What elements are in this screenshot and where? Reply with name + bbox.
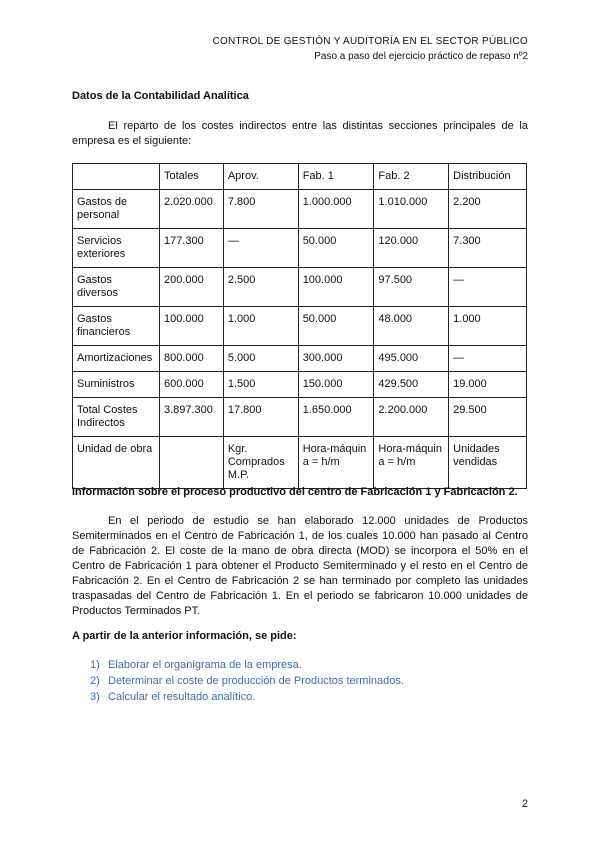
table-header-cell: Totales xyxy=(159,164,223,190)
table-cell: 150.000 xyxy=(298,372,374,398)
table-cell: 7.800 xyxy=(223,190,298,229)
table-cell: 1.000 xyxy=(449,307,527,346)
process-paragraph: En el periodo de estudio se han elaborado 12.000 unidades de Productos Semiterminados en el Centro de Fabricación 1, de los cuales 10.000 han pasado al Centro de Fabricación 2. El coste de la mano de obra directa (MOD) se incorpora el 50% en el Centro de Fabricación 1 para obtener el Producto Semiterminado y el resto en el Centro de Fabricación 2. En el Centro de Fabricación 2 se han terminado por completo las unidades traspasadas del Centro de Fabricación 1. En el periodo se fabricaron 10.000 unidades de Productos Terminados PT. xyxy=(72,515,528,617)
table-cell: 300.000 xyxy=(298,346,374,372)
table-row xyxy=(73,268,527,307)
table-cell: 1.500 xyxy=(223,372,298,398)
table-cell: Kgr. Comprados M.P. xyxy=(223,437,298,489)
table-cell xyxy=(159,437,223,489)
table-cell: 1.010.000 xyxy=(374,190,449,229)
table-cell: 7.300 xyxy=(449,229,527,268)
table-cell: Hora-máquin a = h/m xyxy=(298,437,374,489)
section-title-pide: A partir de la anterior información, se pide: xyxy=(72,630,297,642)
table-cell: 50.000 xyxy=(298,307,374,346)
row-label: Gastos financieros xyxy=(73,307,160,346)
table-cell: 429.500 xyxy=(374,372,449,398)
table-header-cell: Fab. 1 xyxy=(298,164,374,190)
table-cell: 495.000 xyxy=(374,346,449,372)
list-item-text: Elaborar el organigrama de la empresa. xyxy=(108,659,302,671)
table-cell: 17.800 xyxy=(223,398,298,437)
table-row-total xyxy=(73,398,527,437)
table-row xyxy=(73,229,527,268)
table-cell: 1.000.000 xyxy=(298,190,374,229)
list-item-text: Determinar el coste de producción de Productos terminados. xyxy=(108,675,404,687)
table-cell: 2.200 xyxy=(449,190,527,229)
table-cell: 48.000 xyxy=(374,307,449,346)
row-label: Total Costes Indirectos xyxy=(73,398,160,437)
list-item xyxy=(72,673,404,689)
table-cell: 29.500 xyxy=(449,398,527,437)
table-cell: — xyxy=(449,268,527,307)
table-cell: 1.000 xyxy=(223,307,298,346)
table-cell: Hora-máquin a = h/m xyxy=(374,437,449,489)
table-row xyxy=(73,372,527,398)
table-cell: 2.020.000 xyxy=(159,190,223,229)
table-cell: 200.000 xyxy=(159,268,223,307)
page-header xyxy=(212,34,528,64)
table-row xyxy=(73,346,527,372)
row-label: Suministros xyxy=(73,372,160,398)
table-cell: 100.000 xyxy=(159,307,223,346)
table-cell: 800.000 xyxy=(159,346,223,372)
list-item-number: 1) xyxy=(90,659,100,671)
table-cell: — xyxy=(449,346,527,372)
row-label: Gastos de personal xyxy=(73,190,160,229)
header-subtitle: Paso a paso del ejercicio práctico de repaso nº2 xyxy=(314,51,528,62)
cost-distribution-table xyxy=(72,163,527,489)
table-header-row xyxy=(73,164,527,190)
table-cell: 5.000 xyxy=(223,346,298,372)
table-cell: 50.000 xyxy=(298,229,374,268)
list-item-number: 3) xyxy=(90,691,100,703)
task-list xyxy=(72,657,404,705)
table-cell: 120.000 xyxy=(374,229,449,268)
page-number: 2 xyxy=(521,798,528,810)
table-cell: 600.000 xyxy=(159,372,223,398)
section-intro-paragraph: El reparto de los costes indirectos entre las distintas secciones principales de la empresa es el siguiente: xyxy=(72,120,528,147)
list-item xyxy=(72,657,404,673)
table-cell: 2.500 xyxy=(223,268,298,307)
table-cell: 1.650.000 xyxy=(298,398,374,437)
table-row xyxy=(73,190,527,229)
table-cell: 97.500 xyxy=(374,268,449,307)
table-cell: Unidades vendidas xyxy=(449,437,527,489)
section-title-proceso: Información sobre el proceso productivo del centro de Fabricación 1 y Fabricación 2. xyxy=(72,486,518,498)
list-item xyxy=(72,689,404,705)
table-cell: 100.000 xyxy=(298,268,374,307)
table-header-cell: Fab. 2 xyxy=(374,164,449,190)
row-label: Servicios exteriores xyxy=(73,229,160,268)
table-cell: 3.897.300 xyxy=(159,398,223,437)
list-item-text: Calcular el resultado analítico. xyxy=(108,691,256,703)
table-cell: 19.000 xyxy=(449,372,527,398)
row-label: Gastos diversos xyxy=(73,268,160,307)
list-item-number: 2) xyxy=(90,675,100,687)
table-row xyxy=(73,307,527,346)
section-title-contabilidad: Datos de la Contabilidad Analítica xyxy=(72,90,249,102)
row-label: Amortizaciones xyxy=(73,346,160,372)
table-header-cell: Aprov. xyxy=(223,164,298,190)
row-label: Unidad de obra xyxy=(73,437,160,489)
table-row-unit xyxy=(73,437,527,489)
table-header-cell: Distribución xyxy=(449,164,527,190)
table-cell: 177.300 xyxy=(159,229,223,268)
header-title: CONTROL DE GESTIÓN Y AUDITORÍA EN EL SECTOR PÚBLICO xyxy=(212,36,528,47)
table-header-cell xyxy=(73,164,160,190)
table-cell: 2.200.000 xyxy=(374,398,449,437)
table-cell: — xyxy=(223,229,298,268)
